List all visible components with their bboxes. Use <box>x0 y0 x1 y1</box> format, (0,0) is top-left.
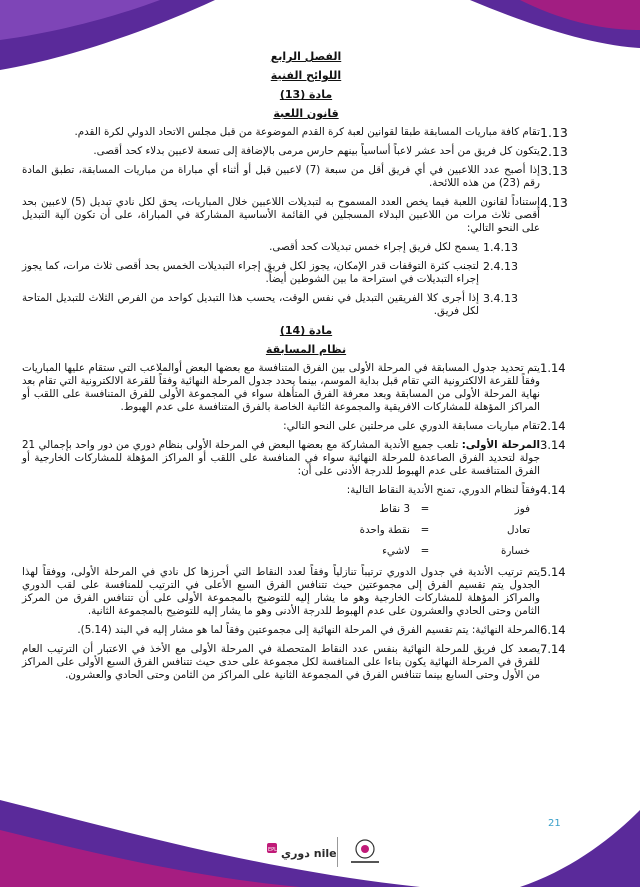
sub-clause-number: 3.4.13 <box>483 292 518 305</box>
clause-number: 2.14 <box>540 419 566 433</box>
clause-item <box>22 196 590 235</box>
clause-text: يتكون كل فريق من أحد عشر لاعباً أساسياً بينهم حارس مرمى بالإضافة إلى تسعة لاعبين بدلاء كحد أقصى. <box>93 145 540 157</box>
clause-text: يتم ترتيب الأندية في جدول الدوري ترتيباً تنازلياً وفقاً لعدد النقاط التي أحرزها كل نادي في المرحلة الأولى، ووفقاً لهذا الجدول يتم تقسيم الفرق إلى مجموعتين حيث تتنافس الفرق السبع الأعلى في الترتيب للمنافسة على لقب الدوري والمراكز المؤهلة للمشاركات الخارجية وهو ما يشار إليه للتوضيح بالمجموعة الأولى على أن تتنافس الفرق من المركز الثامن وحتى الحادي والعشرون على عدم الهبوط للدرجة الأدنى وهو ما يشار إليه للتوضيح بالمجموعة الثانية. <box>22 566 540 617</box>
clause-item <box>22 362 590 414</box>
clause-number: 4.14 <box>540 483 566 497</box>
sub-clause-number: 2.4.13 <box>483 260 518 273</box>
clause-number: 1.13 <box>540 125 568 140</box>
points-equals: = <box>420 524 430 536</box>
article-14-title: مادة (14) <box>279 324 333 337</box>
points-label: خسارة <box>500 545 530 557</box>
clause-item <box>22 566 590 618</box>
sub-clause-text: لتجنب كثرة التوقفات قدر الإمكان، يجوز لكل فريق إجراء التبديلات الخمس بحد أقصى ثلاث مرات، كما يجوز إجراء التبديلات في استراحة ما بين الشوطين أيضاً. <box>22 260 479 285</box>
points-value: 3 نقاط <box>379 503 410 515</box>
points-label: فوز <box>514 503 530 515</box>
clause-item <box>22 439 590 478</box>
clause-number: 3.14 <box>540 438 566 452</box>
clause-item <box>22 145 590 158</box>
section-heading: اللوائح الفنية <box>270 69 342 82</box>
efa-logo-icon <box>351 840 379 863</box>
svg-text:دوري nile: دوري nile <box>281 847 337 860</box>
points-row <box>22 545 530 558</box>
clause-text: يتم تحديد جدول المسابقة في المرحلة الأولى بين الفرق المتنافسة مع بعضها البعض أوالملاعب التي ستقام عليها المباريات وفقاً للقرعة الالكترونية التي تقام قبل بداية الموسم، بينما يحدد جدول المرحلة النهائية وفقاً للقرعة الالكترونية التي تقام بعد نهاية المرحلة الأولى من المسابقة وبعد معرفة الفرق المتأهلة سواء في المجموعة الأولى للفرق المتنافسة على اللقب أو المراكز المؤهلة للمشاركات الافريقية والمجموعة الثانية الخاصة بالفرق المتنافسة على عدم الهبوط. <box>22 362 540 413</box>
points-value: لاشيء <box>382 545 410 557</box>
page-content <box>22 50 590 688</box>
clause-item <box>22 164 590 190</box>
bottom-decoration-graphic <box>0 770 640 887</box>
points-label: تعادل <box>506 524 530 536</box>
clause-text: المرحلة النهائية: يتم تقسيم الفرق في المرحلة النهائية إلى مجموعتين وفقاً لما هو مشار إليه في البند (5.14). <box>77 624 540 636</box>
clause-bold-lead: المرحلة الأولى: <box>461 439 540 451</box>
clause-number: 5.14 <box>540 565 566 579</box>
clause-item <box>22 624 590 637</box>
sub-clause-item <box>22 292 590 318</box>
points-equals: = <box>420 545 430 557</box>
points-row <box>22 524 530 537</box>
clause-number: 4.13 <box>540 195 568 210</box>
clause-text: تقام كافة مباريات المسابقة طبقا لقوانين لعبة كرة القدم الموضوعة من قبل مجلس الاتحاد الدولي لكرة القدم. <box>74 126 540 138</box>
sub-clause-number: 1.4.13 <box>483 241 518 254</box>
clause-number: 7.14 <box>540 642 566 656</box>
points-equals: = <box>420 503 430 515</box>
clause-text: إستناداً لقانون اللعبة فيما يخص العدد المسموح به لتبديلات اللاعبين خلال المباريات، يحق لكل نادي تبديل (5) لاعبين بحد أقصى ثلاث مرات من اللاعبين البدلاء المسجلين في القائمة الأساسية المشاركة في المباراة، على أن تكون آلية التبديل على النحو التالي: <box>22 196 540 234</box>
clause-number: 6.14 <box>540 623 566 637</box>
clause-text: إذا أصبح عدد اللاعبين في أي فريق أقل من سبعة (7) لاعبين قبل أو أثناء أي مباراة من مباريات المسابقة، تطبق المادة رقم (23) من هذه اللائحة. <box>22 164 541 189</box>
points-value: نقطة واحدة <box>359 524 410 536</box>
clause-number: 3.13 <box>540 163 568 178</box>
clause-text <box>22 439 540 478</box>
sub-clause-text: يسمح لكل فريق إجراء خمس تبديلات كحد أقصى. <box>269 241 479 253</box>
page-number: 21 <box>548 818 561 829</box>
clause-body: تلعب جميع الأندية المشاركة مع بعضها البعض في المرحلة الأولى بنظام دوري من دور واحد بإجمالي 21 جولة لتحديد الفرق الصاعدة للمرحلة النهائية سواء في المنافسة على اللقب أو المراكز المؤهلة للمشاركات الخارجية أو الفرق المتنافسة على عدم الهبوط للدرجة الأدنى على أن: <box>22 439 540 477</box>
clause-item <box>22 484 590 497</box>
clause-number: 2.13 <box>540 144 568 159</box>
svg-text:EPL: EPL <box>268 847 277 853</box>
clause-text: وفقاً لنظام الدوري، تمنح الأندية النقاط التالية: <box>346 484 540 496</box>
article-13-subtitle: قانون اللعبة <box>273 107 339 120</box>
article-13-title: مادة (13) <box>279 88 333 101</box>
points-table <box>22 503 590 558</box>
points-row <box>22 503 530 516</box>
clause-text: يصعد كل فريق للمرحلة النهائية بنفس عدد النقاط المتحصلة في المرحلة الأولى مع الأخذ في الاعتبار أن الترتيب العام للفرق في المرحلة النهائية يكون بناءا على المنافسة لكل مجموعة على حدى حيث تتنافس الفرق السبع الأولى على المراكز من الأول وحتى السابع بينما تتنافس الفرق في المجموعة الثانية على المراكز من الثامن وحتى الحادي والعشرون. <box>22 643 540 681</box>
article-14-subtitle: نظام المسابقة <box>265 343 347 356</box>
clause-item <box>22 420 590 433</box>
sub-clause-text: إذا أجرى كلا الفريقين التبديل في نفس الوقت، يحسب هذا التبديل كواحد من الفرص الثلاث للتبديل المتاحة لكل فريق. <box>22 292 479 317</box>
chapter-heading: الفصل الرابع <box>270 50 342 63</box>
league-logos <box>265 835 385 869</box>
sub-clause-item <box>22 241 590 254</box>
nile-league-logo-icon <box>267 843 337 860</box>
clause-item <box>22 643 590 682</box>
clause-number: 1.14 <box>540 361 566 375</box>
clause-item <box>22 126 590 139</box>
sub-clause-item <box>22 260 590 286</box>
clause-text: تقام مباريات مسابقة الدوري على مرحلتين على النحو التالي: <box>283 420 540 432</box>
